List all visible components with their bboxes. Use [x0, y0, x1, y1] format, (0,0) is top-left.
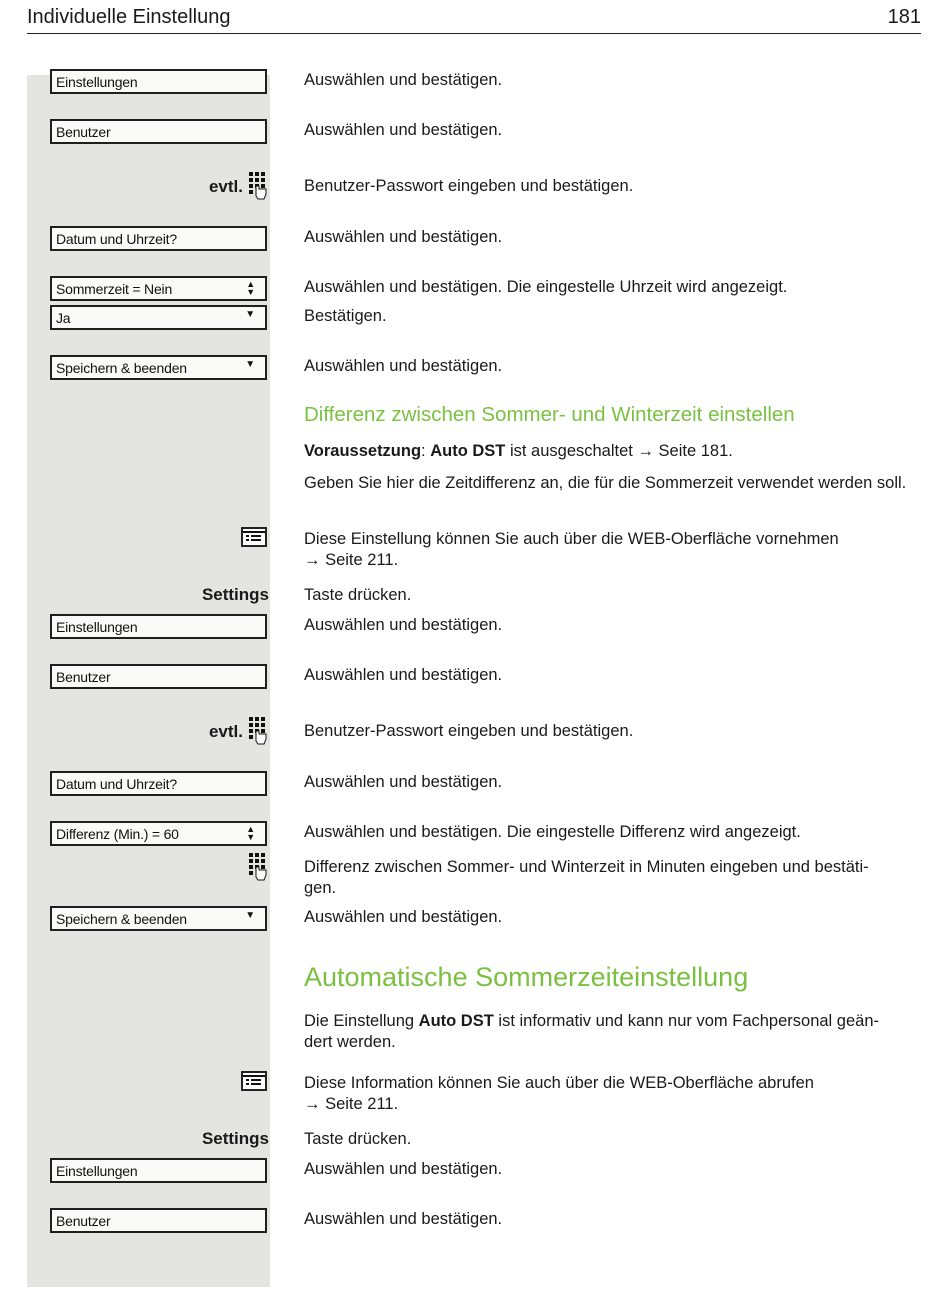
- section-heading: Differenz zwischen Sommer- und Winterzeit einstellen: [304, 403, 795, 426]
- section-heading: Automatische Sommerzeiteinstellung: [304, 962, 749, 992]
- field-label: Benutzer: [56, 669, 111, 685]
- field-label: Differenz (Min.) = 60: [56, 826, 179, 842]
- field-label: Einstellungen: [56, 1163, 138, 1179]
- menu-benutzer: [50, 664, 267, 689]
- paragraph-setting: Auto DST: [418, 1012, 494, 1030]
- instruction: Auswählen und bestätigen.: [304, 666, 503, 684]
- instruction: Taste drücken.: [304, 586, 412, 604]
- instruction: Auswählen und bestätigen.: [304, 1210, 503, 1228]
- field-label: Speichern & beenden: [56, 911, 187, 927]
- menu-list-icon: [241, 1071, 267, 1091]
- evtl-label: evtl.: [208, 177, 243, 196]
- menu-datum-uhrzeit: [50, 771, 267, 796]
- page-number: 181: [887, 6, 921, 28]
- paragraph-text: dert werden.: [304, 1033, 396, 1051]
- page-link[interactable]: → Seite 211.: [304, 551, 399, 569]
- up-down-arrow-icon: ▲ ▼: [246, 279, 255, 297]
- field-label: Datum und Uhrzeit?: [56, 231, 177, 247]
- instruction-line: Differenz zwischen Sommer- und Winterzeit in Minuten eingeben und bestäti-: [304, 858, 869, 876]
- menu-datum-uhrzeit: [50, 226, 267, 251]
- prerequisite-label: Voraussetzung: [304, 442, 422, 460]
- instruction-line: gen.: [304, 879, 337, 897]
- instruction: Benutzer-Passwort eingeben und bestätigen.: [304, 177, 634, 195]
- instruction: [304, 1073, 924, 1115]
- page-link[interactable]: → Seite 211.: [304, 1095, 399, 1113]
- prerequisite-setting: Auto DST: [430, 442, 506, 460]
- instruction: Auswählen und bestätigen. Die eingestelle Differenz wird angezeigt.: [304, 823, 801, 841]
- instruction-line: Diese Information können Sie auch über die WEB-Oberfläche abrufen: [304, 1074, 814, 1092]
- instruction: Auswählen und bestätigen.: [304, 908, 503, 926]
- paragraph-text: Die Einstellung: [304, 1012, 419, 1030]
- keypad-hand-icon: [249, 172, 267, 200]
- menu-ja: [50, 305, 267, 330]
- field-label: Ja: [56, 310, 71, 326]
- instruction: Auswählen und bestätigen.: [304, 616, 503, 634]
- keypad-hand-icon: [249, 717, 267, 745]
- chevron-down-icon: ▼: [245, 910, 255, 921]
- paragraph: Geben Sie hier die Zeitdifferenz an, die für die Sommerzeit verwendet werden soll.: [304, 474, 907, 492]
- instruction: Taste drücken.: [304, 1130, 412, 1148]
- menu-einstellungen: [50, 1158, 267, 1183]
- menu-sommerzeit: [50, 276, 267, 301]
- instruction: Auswählen und bestätigen. Die eingestelle Uhrzeit wird angezeigt.: [304, 278, 788, 296]
- instruction: Bestätigen.: [304, 307, 387, 325]
- evtl-label: evtl.: [208, 722, 243, 741]
- header-title: Individuelle Einstellung: [27, 6, 231, 28]
- prerequisite-rest: ist ausgeschaltet → Seite 181.: [505, 442, 733, 460]
- keypad-hand-icon: [249, 853, 267, 881]
- field-label: Benutzer: [56, 124, 111, 140]
- field-label: Datum und Uhrzeit?: [56, 776, 177, 792]
- instruction: Auswählen und bestätigen.: [304, 121, 503, 139]
- instruction: Auswählen und bestätigen.: [304, 357, 503, 375]
- menu-benutzer: [50, 119, 267, 144]
- settings-key-label: Settings: [201, 1129, 269, 1148]
- instruction-line: Diese Einstellung können Sie auch über die WEB-Oberfläche vornehmen: [304, 530, 839, 548]
- instruction: Auswählen und bestätigen.: [304, 1160, 503, 1178]
- instruction: Benutzer-Passwort eingeben und bestätigen.: [304, 722, 634, 740]
- prerequisite-colon: :: [421, 442, 431, 460]
- field-label: Benutzer: [56, 1213, 111, 1229]
- page-header: [27, 4, 921, 34]
- up-down-arrow-icon: ▲ ▼: [246, 824, 255, 842]
- paragraph: [304, 1011, 924, 1053]
- menu-list-icon: [241, 527, 267, 547]
- instruction: Auswählen und bestätigen.: [304, 228, 503, 246]
- chevron-down-icon: ▼: [245, 309, 255, 320]
- settings-key-label: Settings: [201, 585, 269, 604]
- field-label: Einstellungen: [56, 619, 138, 635]
- instruction: Auswählen und bestätigen.: [304, 773, 503, 791]
- menu-differenz: [50, 821, 267, 846]
- menu-einstellungen: [50, 69, 267, 94]
- field-label: Sommerzeit = Nein: [56, 281, 173, 297]
- menu-speichern: [50, 906, 267, 931]
- menu-speichern: [50, 355, 267, 380]
- paragraph-text: ist informativ und kann nur vom Fachpersonal geän-: [493, 1012, 880, 1030]
- prerequisite: [304, 441, 924, 462]
- instruction: [304, 529, 924, 571]
- chevron-down-icon: ▼: [245, 359, 255, 370]
- menu-einstellungen: [50, 614, 267, 639]
- instruction: Auswählen und bestätigen.: [304, 71, 503, 89]
- field-label: Speichern & beenden: [56, 360, 187, 376]
- field-label: Einstellungen: [56, 74, 138, 90]
- instruction: [304, 857, 924, 899]
- menu-benutzer: [50, 1208, 267, 1233]
